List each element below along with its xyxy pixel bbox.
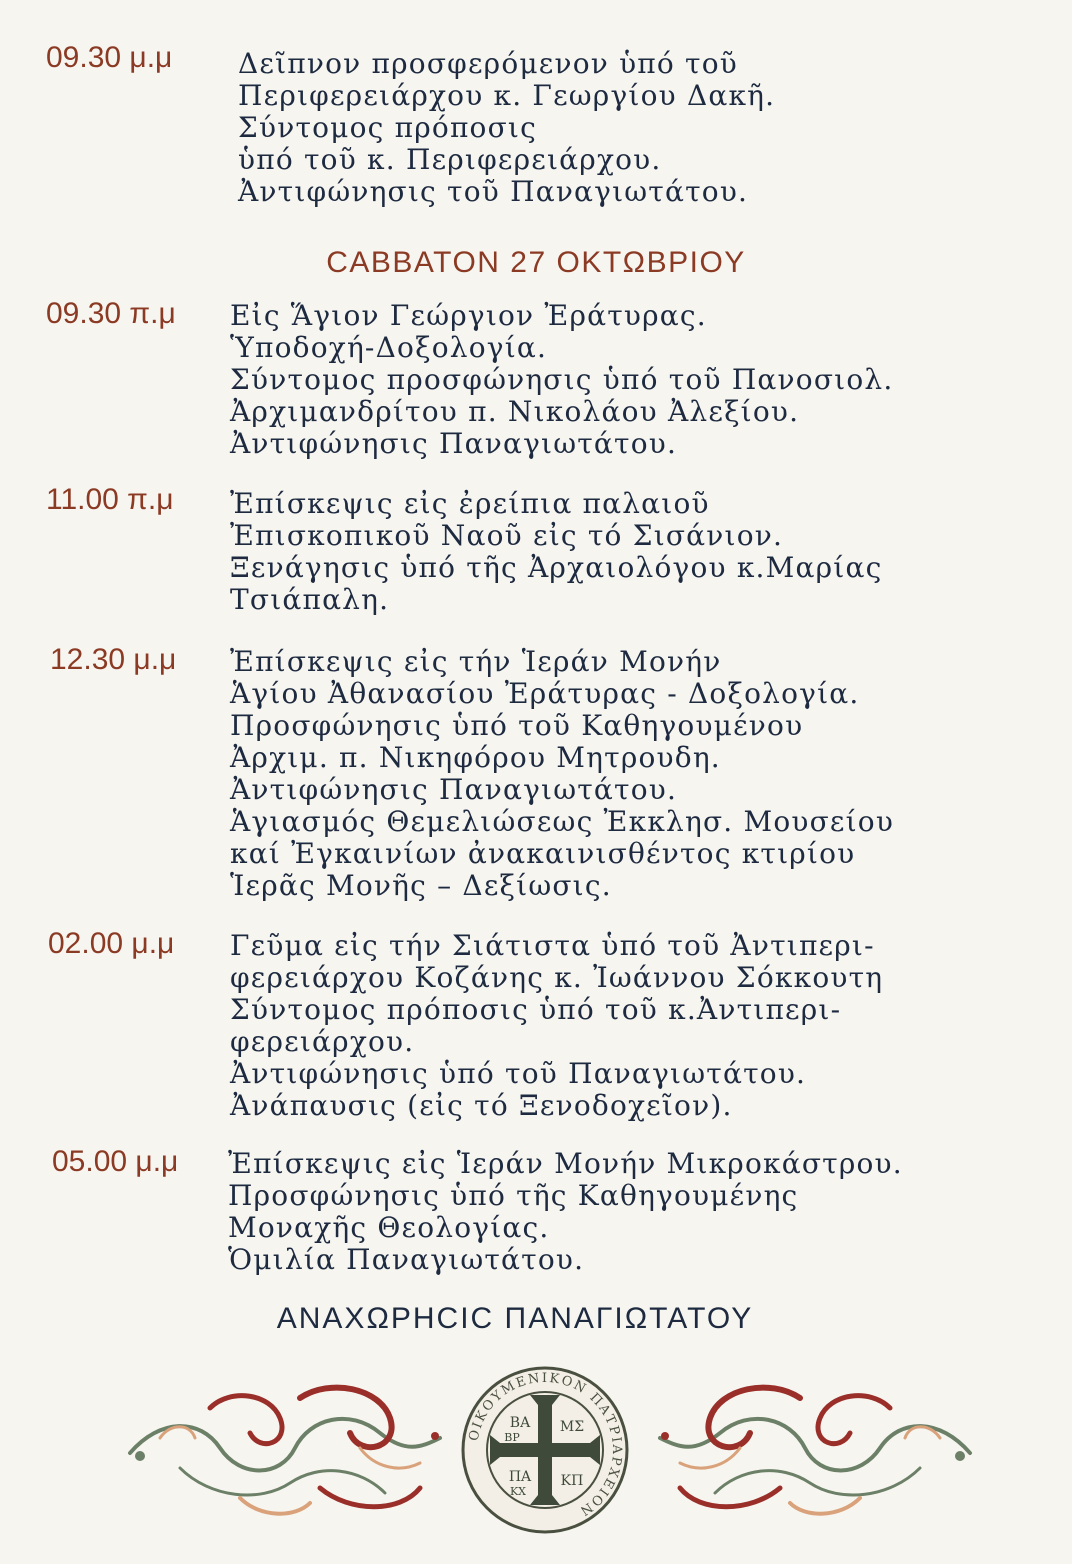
entry-line: ὑπό τοῦ κ. Περιφερειάρχου. (238, 143, 662, 176)
entry-time: 12.30 μ.μ (50, 643, 177, 676)
right-ornament-icon (650, 1378, 980, 1528)
entry-line: Σύντομος πρόποσις ὑπό τοῦ κ.Ἀντιπερι- (230, 993, 842, 1026)
seal-monogram: ΜΣ (559, 1419, 585, 1435)
entry-time: 09.30 μ.μ (46, 41, 173, 74)
entry-line: Ὁμιλία Παναγιωτάτου. (228, 1243, 585, 1276)
entry-line: Ἀνάπαυσις (εἰς τό Ξενοδοχεῖον). (230, 1089, 733, 1122)
seal-inscription: ΟΙΚΟΥΜΕΝΙΚΟΝ ΠΑΤΡΙΑΡΧΕΙΟΝ (466, 1370, 625, 1520)
entry-line: Ἐπίσκεψις εἰς Ἱεράν Μονήν Μικροκάστρου. (228, 1147, 903, 1180)
entry-text (230, 930, 883, 1122)
entry-text (230, 646, 894, 902)
entry-line: Γεῦμα εἰς τήν Σιάτιστα ὑπό τοῦ Ἀντιπερι- (230, 929, 875, 962)
entry-line: καί Ἐγκαινίων ἀνακαινισθέντος κτιρίου (230, 837, 856, 870)
entry-line: Εἰς Ἅγιον Γεώργιον Ἐράτυρας. (230, 299, 707, 332)
entry-time: 11.00 π.μ (46, 483, 174, 516)
entry-line: Ἱερᾶς Μονῆς – Δεξίωσις. (230, 869, 612, 902)
entry-line: Ἀρχιμανδρίτου π. Νικολάου Ἀλεξίου. (230, 395, 800, 428)
entry-time: 05.00 μ.μ (52, 1145, 179, 1178)
patriarchate-seal-icon (460, 1365, 630, 1535)
entry-text (228, 1148, 903, 1276)
entry-line: Περιφερειάρχου κ. Γεωργίου Δακῆ. (238, 79, 776, 112)
entry-text (230, 488, 882, 616)
seal-monogram: ΒΑ (509, 1415, 531, 1431)
entry-line: Σύντομος πρόποσις (238, 111, 537, 144)
closing-title: ANAXΩPHCIC ΠΑΝΑΓΙΩΤΑΤΟΥ (276, 1302, 754, 1335)
entry-line: Ξενάγησις ὑπό τῆς Ἀρχαιολόγου κ.Μαρίας (230, 551, 883, 584)
entry-line: Ἐπισκοπικοῦ Ναοῦ εἰς τό Σισάνιον. (230, 519, 784, 552)
entry-time: 02.00 μ.μ (48, 927, 175, 960)
entry-line: φερειάρχου Κοζάνης κ. Ἰωάννου Σόκκουτη (230, 961, 884, 994)
seal-monogram: ΚΧ (509, 1485, 527, 1498)
entry-text (238, 48, 775, 208)
entry-line: Μοναχῆς Θεολογίας. (228, 1211, 550, 1244)
entry-line: Ἀντιφώνησις ὑπό τοῦ Παναγιωτάτου. (230, 1057, 807, 1090)
entry-line: Ἁγιασμός Θεμελιώσεως Ἐκκλησ. Μουσείου (230, 805, 895, 838)
entry-line: Ἐπίσκεψις εἰς ἐρείπια παλαιοῦ (230, 487, 710, 520)
entry-line: Ἀρχιμ. π. Νικηφόρου Μητρουδη. (230, 741, 721, 774)
entry-time: 09.30 π.μ (46, 297, 176, 330)
seal-monogram: ΒΡ (504, 1431, 520, 1444)
entry-line: Ἀντιφώνησις τοῦ Παναγιωτάτου. (238, 175, 749, 208)
entry-line: Ἐπίσκεψις εἰς τήν Ἱεράν Μονήν (230, 645, 722, 678)
left-ornament-icon (120, 1378, 450, 1528)
entry-line: Προσφώνησις ὑπό τῆς Καθηγουμένης (228, 1179, 799, 1212)
entry-line: Ἀντιφώνησις Παναγιωτάτου. (230, 773, 678, 806)
entry-line: Ἁγίου Ἀθανασίου Ἐράτυρας - Δοξολογία. (230, 677, 860, 710)
entry-line: Ἀντιφώνησις Παναγιωτάτου. (230, 427, 678, 460)
seal-monogram: ΚΠ (560, 1473, 584, 1489)
entry-line: Σύντομος προσφώνησις ὑπό τοῦ Πανοσιολ. (230, 363, 894, 396)
entry-line: Προσφώνησις ὑπό τοῦ Καθηγουμένου (230, 709, 804, 742)
entry-line: Τσιάπαλη. (230, 583, 390, 616)
entry-line: Δεῖπνον προσφερόμενον ὑπό τοῦ (238, 47, 739, 80)
day-heading: CABBATON 27 OKTΩBPIOY (326, 246, 746, 279)
entry-line: Ὑποδοχή-Δοξολογία. (230, 331, 548, 364)
entry-line: φερειάρχου. (230, 1025, 415, 1058)
seal-monogram: ΠΑ (508, 1469, 532, 1485)
entry-text (230, 300, 893, 460)
